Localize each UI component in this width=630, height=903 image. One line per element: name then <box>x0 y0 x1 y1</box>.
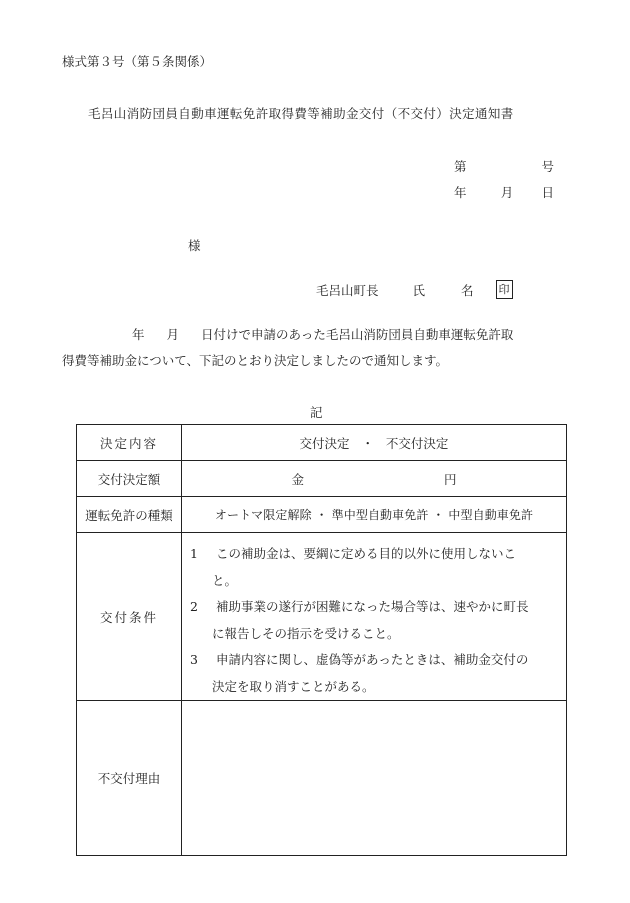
date-year: 年 <box>454 185 467 200</box>
license-option-1: オートマ限定解除 <box>214 508 312 522</box>
amount-suffix: 円 <box>444 471 457 487</box>
license-row <box>77 497 567 533</box>
decision-separator: ・ <box>361 435 374 451</box>
license-option-3: 中型自動車免許 <box>448 508 534 522</box>
condition-number: 1 <box>190 546 198 561</box>
condition-line2: に報告しその指示を受けること。 <box>212 625 400 641</box>
conditions-label: 交付条件 <box>77 533 182 701</box>
body-month: 月 <box>166 327 180 342</box>
license-separator-2: ・ <box>432 508 445 522</box>
seal-mark: 印 <box>496 280 513 299</box>
notice-body <box>62 322 582 374</box>
body-year: 年 <box>132 327 145 342</box>
condition-line2: 決定を取り消すことがある。 <box>212 678 375 694</box>
condition-line2: と。 <box>212 572 238 588</box>
form-number: 様式第３号（第５条関係） <box>62 54 213 69</box>
condition-item <box>190 647 560 700</box>
date-month: 月 <box>500 185 514 200</box>
condition-line1: 申請内容に関し、虚偽等があったときは、補助金交付の <box>216 652 529 667</box>
issuer-name-label-2: 名 <box>461 282 474 298</box>
condition-item <box>190 594 560 647</box>
date-day: 日 <box>541 185 554 200</box>
amount-value <box>182 461 567 497</box>
license-separator-1: ・ <box>315 508 328 522</box>
license-value <box>182 497 567 533</box>
amount-row <box>77 461 567 497</box>
document-title: 毛呂山消防団員自動車運転免許取得費等補助金交付（不交付）決定通知書 <box>88 106 514 121</box>
conditions-row <box>77 533 567 701</box>
decision-table <box>76 424 567 856</box>
license-option-2: 準中型自動車免許 <box>331 508 429 522</box>
condition-line1: この補助金は、要綱に定める目的以外に使用しないこ <box>216 546 517 561</box>
amount-prefix: 金 <box>291 471 304 487</box>
decision-row <box>77 425 567 461</box>
condition-line1: 補助事業の遂行が困難になった場合等は、速やかに町長 <box>216 599 529 614</box>
reference-number-prefix: 第 <box>454 159 467 174</box>
reference-number-suffix: 号 <box>541 159 554 174</box>
reason-value[interactable] <box>182 701 567 856</box>
ki-heading: 記 <box>310 405 323 420</box>
condition-item <box>190 541 560 594</box>
conditions-value <box>182 533 567 701</box>
issuer-name-label-1: 氏 <box>412 282 426 298</box>
issuer-office: 毛呂山町長 <box>316 282 379 298</box>
decision-nongrant: 不交付決定 <box>385 435 449 451</box>
reference-date <box>454 183 554 201</box>
decision-label: 決定内容 <box>77 425 182 461</box>
reason-label: 不交付理由 <box>77 701 182 856</box>
reference-number <box>454 157 554 175</box>
issuer <box>316 280 513 299</box>
body-line1-rest: 日付けで申請のあった毛呂山消防団員自動車運転免許取 <box>201 327 514 342</box>
condition-number: 3 <box>190 652 198 667</box>
reason-row <box>77 701 567 856</box>
amount-label: 交付決定額 <box>77 461 182 497</box>
license-label: 運転免許の種類 <box>77 497 182 533</box>
recipient: 様 <box>188 238 201 253</box>
decision-grant: 交付決定 <box>299 435 350 451</box>
decision-value <box>182 425 567 461</box>
condition-number: 2 <box>190 599 198 614</box>
body-line2: 得費等補助金について、下記のとおり決定しましたので通知します。 <box>62 353 449 368</box>
